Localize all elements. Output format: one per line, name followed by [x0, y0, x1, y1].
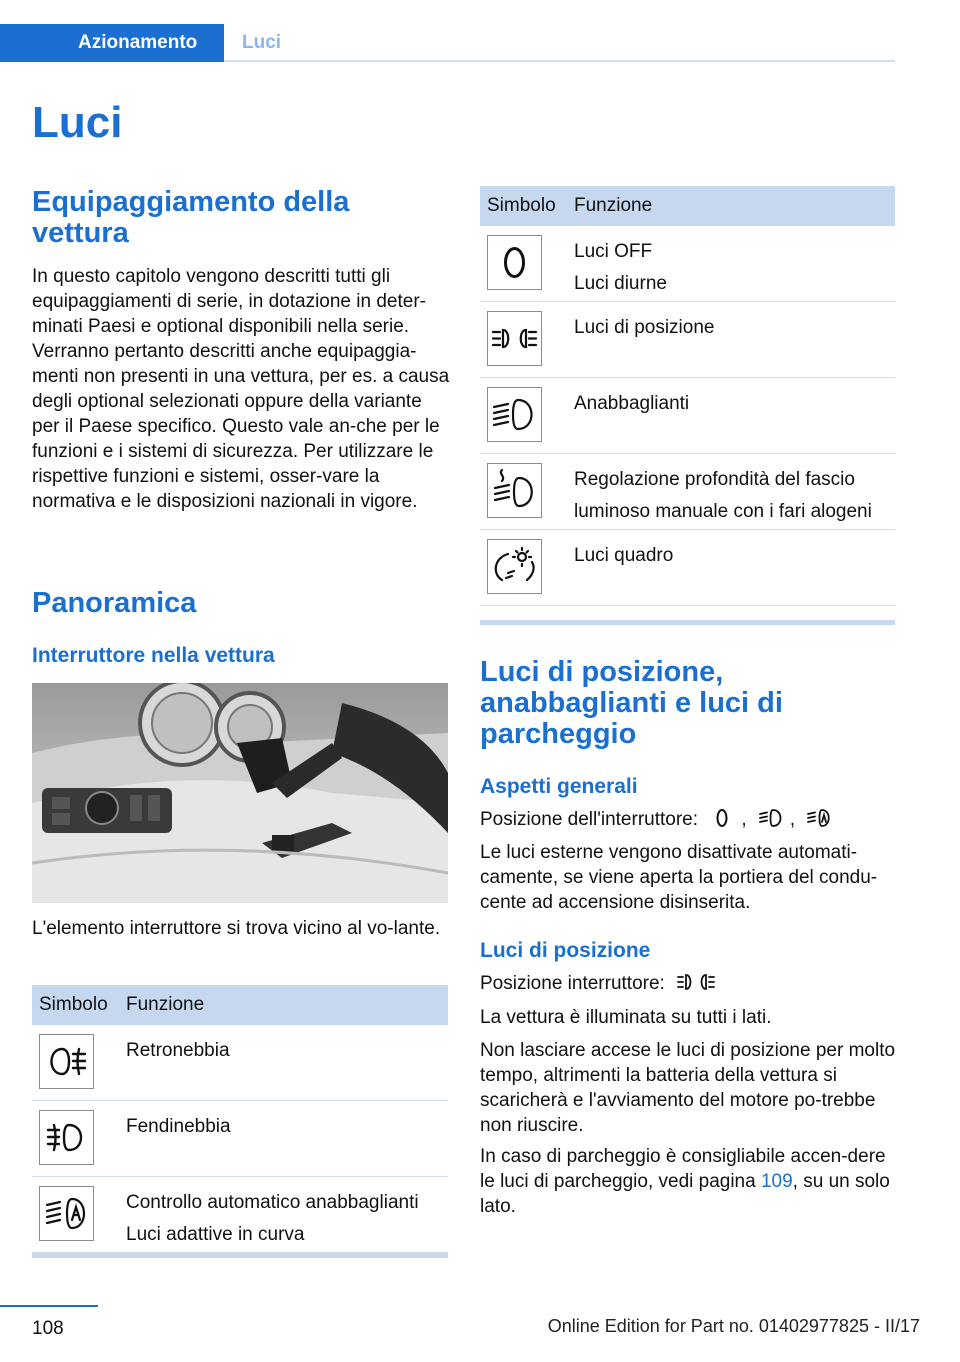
steering-column-light-switch-photo — [32, 683, 448, 903]
position-switch-line: Posizione interruttore: — [480, 971, 895, 996]
auto-headlight-icon — [806, 807, 832, 829]
subsection-title-interruttore: Interruttore nella vettura — [32, 644, 275, 667]
switch-positions-line: Posizione dell'interruttore: , , — [480, 807, 895, 832]
edition-note: Online Edition for Part no. 01402977825 - II/17 — [547, 1316, 920, 1336]
function-text: Regolazione profondità del fascio luminoso manuale con i fari alogeni — [574, 469, 872, 522]
table-bottom-rule — [32, 1253, 448, 1258]
rear-fog-light-icon — [39, 1034, 94, 1089]
function-text: Luci OFF Luci diurne — [574, 241, 667, 294]
symbols-table-right — [480, 186, 895, 625]
table-row — [480, 226, 895, 302]
col-header-simbolo: Simbolo — [39, 994, 108, 1015]
tab-azionamento[interactable]: Azionamento — [0, 24, 224, 62]
table-row — [480, 530, 895, 606]
photo-caption: L'elemento interruttore si trova vicino al vo-lante. — [32, 918, 441, 939]
chapter-header — [0, 24, 895, 62]
auto-headlight-icon — [39, 1186, 94, 1241]
lights-off-icon — [709, 807, 735, 829]
low-beam-icon — [758, 807, 784, 829]
intro-paragraph: In questo capitolo vengono descritti tutti gli equipaggiamenti di serie, in dotazione in deter-minati Paesi e optional disponibili nella serie. Verranno pertanto descritti anche equipaggia-menti non presenti in una vettura, per es. a causa degli optional selezionati oppure della variante per il Paese specifico. Questo vale an-che per le funzioni e i sistemi di sicurezza. Per utilizzare le rispettive funzioni e sistemi, osser-vare la normativa e le disposizioni nazionali in vigore. — [32, 266, 450, 512]
function-text: Controllo automatico anabbaglianti Luci adattive in curva — [126, 1192, 419, 1245]
col-header-simbolo: Simbolo — [487, 195, 556, 216]
table-row — [480, 302, 895, 378]
section-title-luci-posizione: Luci di posizione, anabbaglianti e luci di parcheggio — [480, 656, 783, 750]
lights-off-icon — [487, 235, 542, 290]
table-row — [32, 1025, 448, 1101]
low-beam-icon — [487, 387, 542, 442]
table-row — [32, 1177, 448, 1253]
function-text: Luci di posizione — [574, 317, 715, 338]
function-text: Fendinebbia — [126, 1116, 231, 1137]
table-header — [32, 985, 448, 1025]
subsection-title-aspetti-generali: Aspetti generali — [480, 775, 638, 798]
section-title-panoramica: Panoramica — [32, 587, 197, 619]
parking-lights-icon — [487, 311, 542, 366]
table-row — [480, 454, 895, 530]
footer-rule — [0, 1305, 98, 1307]
general-paragraph: Le luci esterne vengono disattivate automati-camente, se viene aperta la portiera del condu-cente ad accensione disinserita. — [480, 842, 878, 913]
parking-lights-icon — [676, 971, 716, 993]
page-title: Luci — [32, 98, 123, 147]
table-row — [32, 1101, 448, 1177]
col-header-funzione: Funzione — [574, 195, 653, 216]
function-text: Anabbaglianti — [574, 393, 690, 414]
front-fog-light-icon — [39, 1110, 94, 1165]
tab-luci[interactable]: Luci — [242, 32, 282, 53]
section-title-equipaggiamento: Equipaggiamento della vettura — [32, 186, 350, 249]
subsection-title-luci-di-posizione: Luci di posizione — [480, 939, 651, 962]
table-row — [480, 378, 895, 454]
position-paragraph-1: La vettura è illuminata su tutti i lati. — [480, 1007, 772, 1028]
table-header — [480, 186, 895, 226]
function-text: Retronebbia — [126, 1040, 230, 1061]
position-paragraph-2: Non lasciare accese le luci di posizione per molto tempo, altrimenti la batteria della vettura si scaricherà e l'avviamento del motore po-trebbe non riuscire. — [480, 1040, 896, 1136]
table-bottom-rule — [480, 620, 895, 625]
page-number: 108 — [32, 1318, 64, 1339]
col-header-funzione: Funzione — [126, 994, 205, 1015]
instrument-lighting-icon — [487, 539, 542, 594]
position-paragraph-3: In caso di parcheggio è consigliabile accen-dere le luci di parcheggio, vedi pagina 109, su un solo lato. — [480, 1146, 890, 1217]
function-text: Luci quadro — [574, 545, 674, 566]
page-reference-link[interactable]: 109 — [760, 1171, 793, 1192]
headlight-range-control-icon — [487, 463, 542, 518]
symbols-table-left — [32, 985, 448, 1258]
